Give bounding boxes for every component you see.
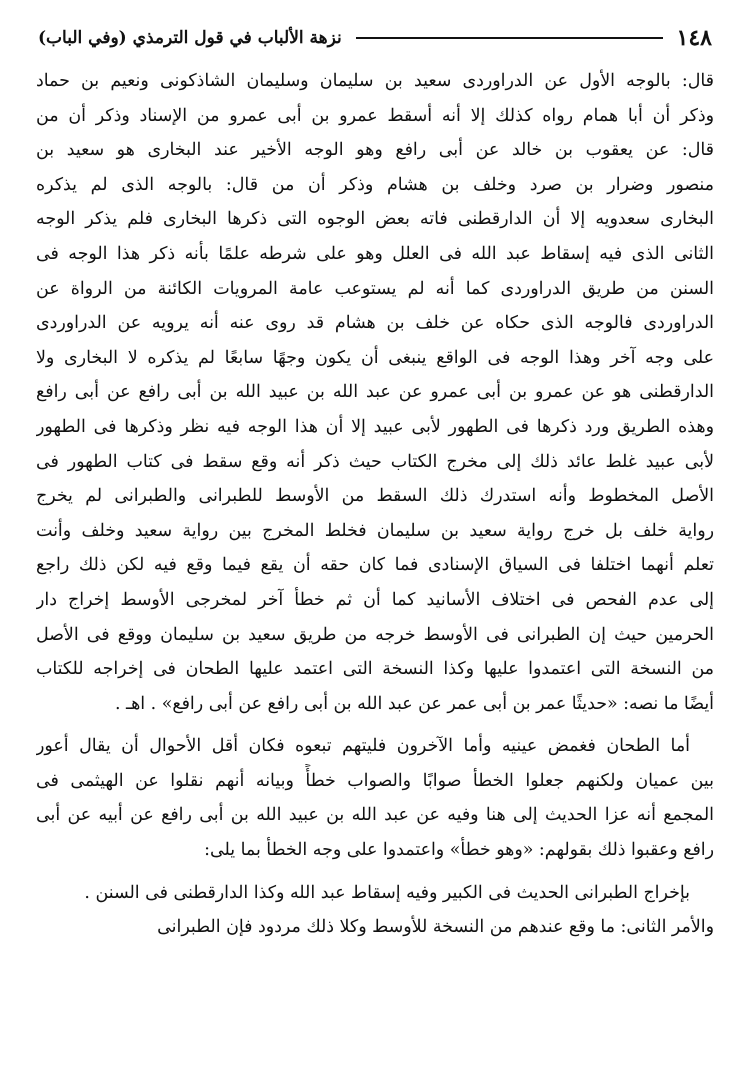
text-line: السنن من طريق الدراوردى كما أنه لم يستوعب عامة المرويات الكائنة من الرواة عن bbox=[36, 278, 714, 299]
text-line: وذكر أن أبا همام رواه كذلك إلا أنه أسقط عمرو بن أبى عمرو من الإسناد وذكر أن من bbox=[36, 105, 714, 126]
text-line: رافع وعقبوا ذلك بقولهم: «وهو خطأ» واعتمدوا على وجه الخطأ بما يلى: bbox=[204, 840, 714, 861]
paragraph-gap bbox=[36, 721, 714, 729]
text-line: أما الطحان فغمض عينيه وأما الآخرون فليتهم تبعوه فكان أقل الأحوال أن يقال أعور bbox=[36, 736, 690, 757]
text-line: الأصل المخطوط وأنه استدرك ذلك السقط من الأوسط للطبرانى والطبرانى لم يخرج bbox=[36, 486, 714, 507]
text-line: قال: عن يعقوب بن خالد عن أبى رافع وهو الوجه الأخير عند البخارى هو سعيد بن bbox=[36, 140, 714, 161]
paragraph-4 bbox=[36, 910, 714, 945]
text-line: بإخراج الطبرانى الحديث فى الكبير وفيه إسقاط عبد الله وكذا الدارقطنى فى السنن . bbox=[84, 882, 690, 903]
text-line: لأبى عبيد غلط عائد ذلك إلى مخرج الكتاب حيث ذكر أنه وقع سقط فى كتاب الطهور فى bbox=[36, 451, 714, 472]
running-title: نزهة الألباب في قول الترمذي (وفي الباب) bbox=[38, 28, 342, 48]
text-line: المجمع أنه عزا الحديث إلى هنا وفيه عن عبد الله بن عبيد الله بن أبى رافع عن أبيه عن أبى bbox=[36, 805, 714, 826]
text-line: الحرمين حيث إن الطبرانى فى الأوسط خرجه من طريق سعيد بن سليمان ووقع فى الأصل bbox=[36, 624, 714, 645]
text-line: على وجه آخر وهذا الوجه فى الواقع ينبغى أن يكون وجهًا سابعًا لم يذكره لا البخارى ولا bbox=[36, 347, 714, 368]
paragraph-2 bbox=[36, 729, 714, 867]
text-line: رواية خلف بل خرج رواية سعيد بن سليمان فخلط المخرج بين رواية سعيد وخلف وأنت bbox=[36, 520, 714, 541]
page-number: ١٤٨ bbox=[676, 25, 712, 51]
text-line: الثانى الذى فيه إسقاط عبد الله فى العلل وهو على شرطه علمًا بأنه ذكر هذا الوجه فى bbox=[36, 243, 714, 264]
text-line: إلى عدم الفحص فى اختلاف الأسانيد كما أن ثم خطأ آخر لمخرجى الأوسط إخراج دار bbox=[36, 589, 714, 610]
text-line: بين عميان ولكنهم جعلوا الخطأ صوابًا والصواب خطأً وبيانه أنهم نقلوا عن الهيثمى فى bbox=[36, 770, 714, 791]
text-line: الدراوردى فالوجه الذى حكاه عن خلف بن هشام قد روى عنه أنه يرويه عن الدراوردى bbox=[36, 313, 714, 334]
paragraph-gap bbox=[36, 868, 714, 876]
text-line: والأمر الثانى: ما وقع عندهم من النسخة للأوسط وكلا ذلك مردود فإن الطبرانى bbox=[157, 917, 714, 938]
text-line: قال: بالوجه الأول عن الدراوردى سعيد بن سليمان وسليمان الشاذكونى ونعيم بن حماد bbox=[36, 71, 714, 91]
text-line: الدارقطنى هو عن عمرو بن أبى عمرو عن عبد الله بن عبيد الله بن أبى رافع عن أبى رافع bbox=[36, 382, 714, 403]
text-line: وهذه الطريق ورد ذكرها فى الطهور لأبى عبيد إلا أن هذا الوجه فيه نظر وذكرها فى الطهور bbox=[36, 416, 714, 437]
body-text bbox=[36, 64, 714, 945]
header-rule bbox=[356, 37, 663, 39]
text-line: البخارى سعدويه إلا أن الدارقطنى فاته بعض الوجوه التى ذكرها البخارى فلم يذكر الوجه bbox=[36, 209, 714, 230]
paragraph-1 bbox=[36, 64, 714, 721]
text-line: تعلم أنهما اختلفا فى السياق الإسنادى فما كان حقه أن يقع فيما وقع فيه لكن ذلك راجع bbox=[36, 555, 714, 576]
running-header bbox=[38, 18, 712, 58]
text-line: أيضًا ما نصه: «حديثًا عمر بن أبى عمر عن عبد الله بن أبى رافع عن أبى رافع» . اهـ . bbox=[114, 693, 714, 714]
text-line: من النسخة التى اعتمدوا عليها وكذا النسخة التى اعتمد عليها الطحان فى إخراجه للكتاب bbox=[36, 659, 714, 680]
text-line: منصور وضرار بن صرد وخلف بن هشام وذكر أن من قال: بالوجه الذى لم يذكره bbox=[36, 174, 714, 195]
paragraph-3 bbox=[36, 876, 714, 911]
